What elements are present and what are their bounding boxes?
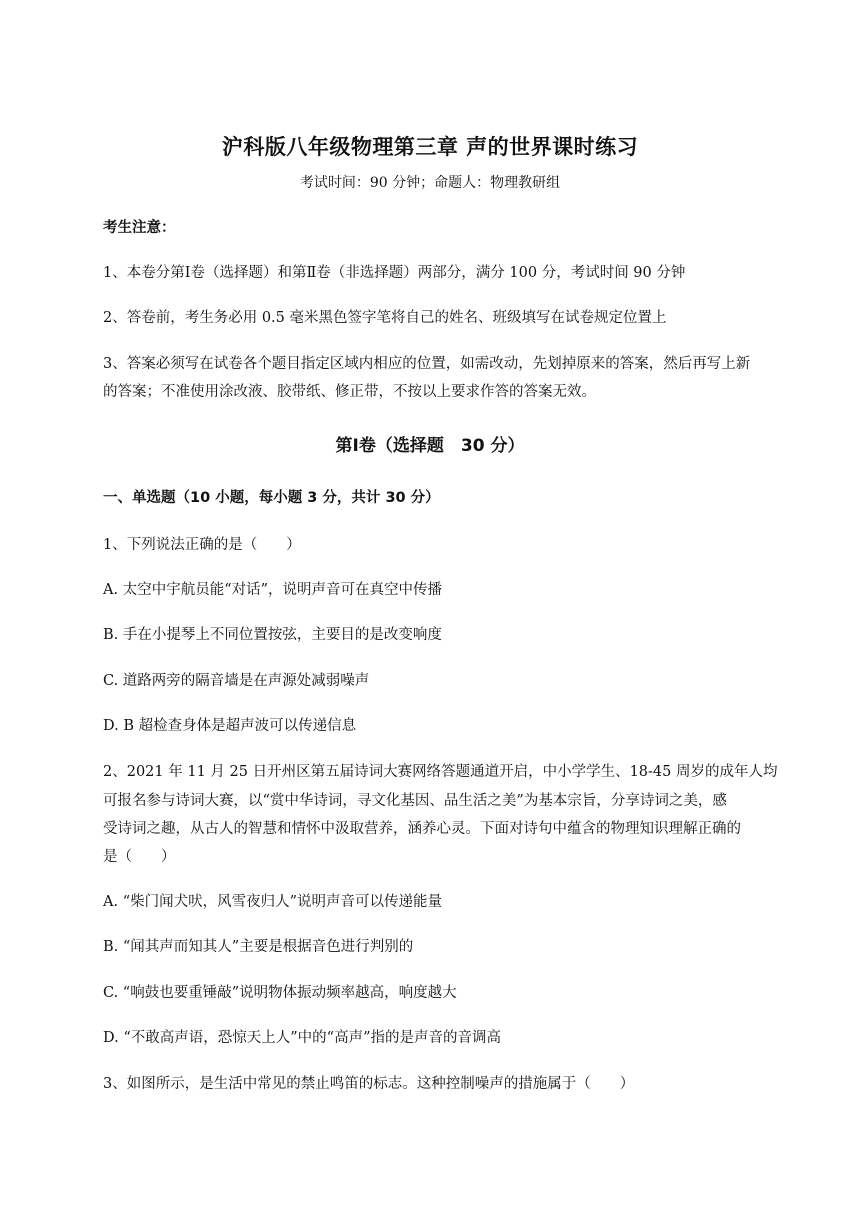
answer-option: D. B 超检查身体是超声波可以传递信息 [103,718,357,734]
page-title: 沪科版八年级物理第三章 声的世界课时练习 [221,135,639,159]
notice-item: 3、答案必须写在试卷各个题目指定区域内相应的位置，如需改动，先划掉原来的答案，然后再写上新 [103,356,751,372]
question-stem-line: 受诗词之趣，从古人的智慧和情怀中汲取营养，涵养心灵。下面对诗句中蕴含的物理知识理解正确的 [103,821,741,837]
answer-option: C. “响鼓也要重锤敲”说明物体振动频率越高，响度越大 [103,985,457,1001]
question-stem-line: 可报名参与诗词大赛，以“赏中华诗词，寻文化基因、品生活之美”为基本宗旨，分享诗词之美，感 [103,793,727,809]
answer-option: D. “不敢高声语，恐惊天上人”中的“高声”指的是声音的音调高 [103,1030,501,1046]
notice-item: 1、本卷分第Ⅰ卷（选择题）和第Ⅱ卷（非选择题）两部分，满分 100 分，考试时间 90 分钟 [103,265,686,281]
answer-option: B. “闻其声而知其人”主要是根据音色进行判别的 [103,939,414,955]
question-stem: 2、2021 年 11 月 25 日开州区第五届诗词大赛网络答题通道开启，中小学学生、18-45 周岁的成年人均 [103,764,778,780]
notice-item: 2、答卷前，考生务必用 0.5 毫米黑色签字笔将自己的姓名、班级填写在试卷规定位置上 [103,310,667,326]
notice-item-continued: 的答案；不准使用涂改液、胶带纸、修正带，不按以上要求作答的答案无效。 [103,384,596,400]
exam-info: 考试时间：90 分钟；命题人：物理教研组 [299,175,561,191]
answer-option: A. “柴门闻犬吠，风雪夜归人”说明声音可以传递能量 [103,894,443,910]
section-title: 第Ⅰ卷（选择题 30 分） [335,436,525,456]
answer-option: B. 手在小提琴上不同位置按弦，主要目的是改变响度 [103,627,442,643]
answer-option: C. 道路两旁的隔音墙是在声源处减弱噪声 [103,673,370,689]
question-stem-line: 是（ ） [103,849,176,865]
question-stem: 1、下列说法正确的是（ ） [103,537,301,553]
answer-option: A. 太空中宇航员能“对话”，说明声音可在真空中传播 [103,582,443,598]
notice-heading: 考生注意： [103,220,176,236]
part-heading: 一、单选题（10 小题，每小题 3 分，共计 30 分） [103,490,440,506]
question-stem: 3、如图所示，是生活中常见的禁止鸣笛的标志。这种控制噪声的措施属于（ ） [103,1076,635,1092]
